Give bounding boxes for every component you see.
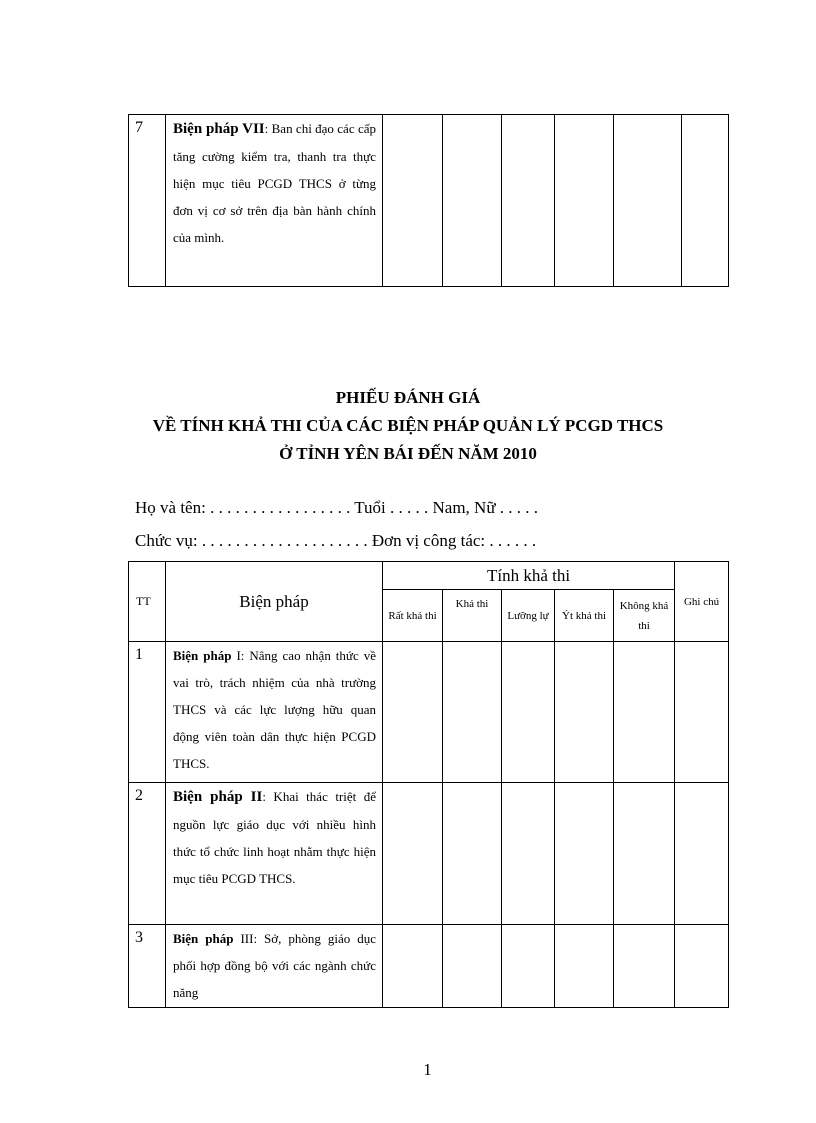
table-row xyxy=(129,925,729,1008)
col-tt-header: TT xyxy=(129,562,166,642)
row-number: 3 xyxy=(129,925,166,1008)
col-not-feasible: Không khả thi xyxy=(614,590,675,642)
col-very-feasible: Rất khả thi xyxy=(383,590,443,642)
measure-label: Biện pháp VII xyxy=(173,121,265,137)
form-subtitle-2: Ở TỈNH YÊN BÁI ĐẾN NĂM 2010 xyxy=(279,444,537,463)
measure-label: Biện pháp xyxy=(173,648,232,663)
col-measure-header: Biện pháp xyxy=(166,562,383,642)
feasibility-group-header: Tính khả thi xyxy=(383,562,675,590)
measure-description xyxy=(166,115,383,287)
col-less-feasible: Ýt khả thi xyxy=(555,590,614,642)
table-row xyxy=(129,115,729,287)
measure-description xyxy=(166,925,383,1008)
header-row xyxy=(129,562,729,590)
measure-text: : Khai thác triệt để nguồn lực giáo dục với nhiều hình thức tổ chức linh hoạt nhằm thực hiện mục tiêu PCGD THCS. xyxy=(173,789,376,886)
evaluation-table xyxy=(128,561,729,1008)
position-unit-line: Chức vụ: . . . . . . . . . . . . . . . . . . . . Đơn vị công tác: . . . . . . xyxy=(135,531,537,550)
col-note-header: Ghi chú xyxy=(675,562,729,642)
measure-label: Biện pháp II xyxy=(173,789,263,805)
row-number: 7 xyxy=(129,115,166,287)
page-number: 1 xyxy=(423,1060,432,1079)
measure-description xyxy=(166,642,383,783)
name-age-gender-line: Họ và tên: . . . . . . . . . . . . . . . . . Tuổi . . . . . Nam, Nữ . . . . . xyxy=(135,498,539,517)
previous-measures-table xyxy=(128,114,729,287)
form-subtitle: VỀ TÍNH KHẢ THI CỦA CÁC BIỆN PHÁP QUẢN LÝ PCGD THCS xyxy=(152,416,664,435)
col-feasible: Khả thi xyxy=(443,590,502,642)
measure-text: : Ban chỉ đạo các cấp tăng cường kiểm tra, thanh tra thực hiện mục tiêu PCGD THCS ở từng đơn vị cơ sở trên địa bàn hành chính của mình. xyxy=(173,121,376,245)
row-number: 1 xyxy=(129,642,166,783)
table-row xyxy=(129,642,729,783)
row-number: 2 xyxy=(129,783,166,925)
col-undecided: Lưỡng lự xyxy=(502,590,555,642)
measure-text: III: Sở, phòng giáo dục phối hợp đồng bộ với các ngành chức năng xyxy=(173,931,376,1000)
measure-label: Biện pháp xyxy=(173,931,234,946)
measure-description xyxy=(166,783,383,925)
form-title: PHIẾU ĐÁNH GIÁ xyxy=(335,388,481,407)
table-row xyxy=(129,783,729,925)
measure-text: I: Nâng cao nhận thức về vai trò, trách nhiệm của nhà trường THCS và các lực lượng hữu quan động viên toàn dân thực hiện PCGD THCS. xyxy=(173,648,376,771)
